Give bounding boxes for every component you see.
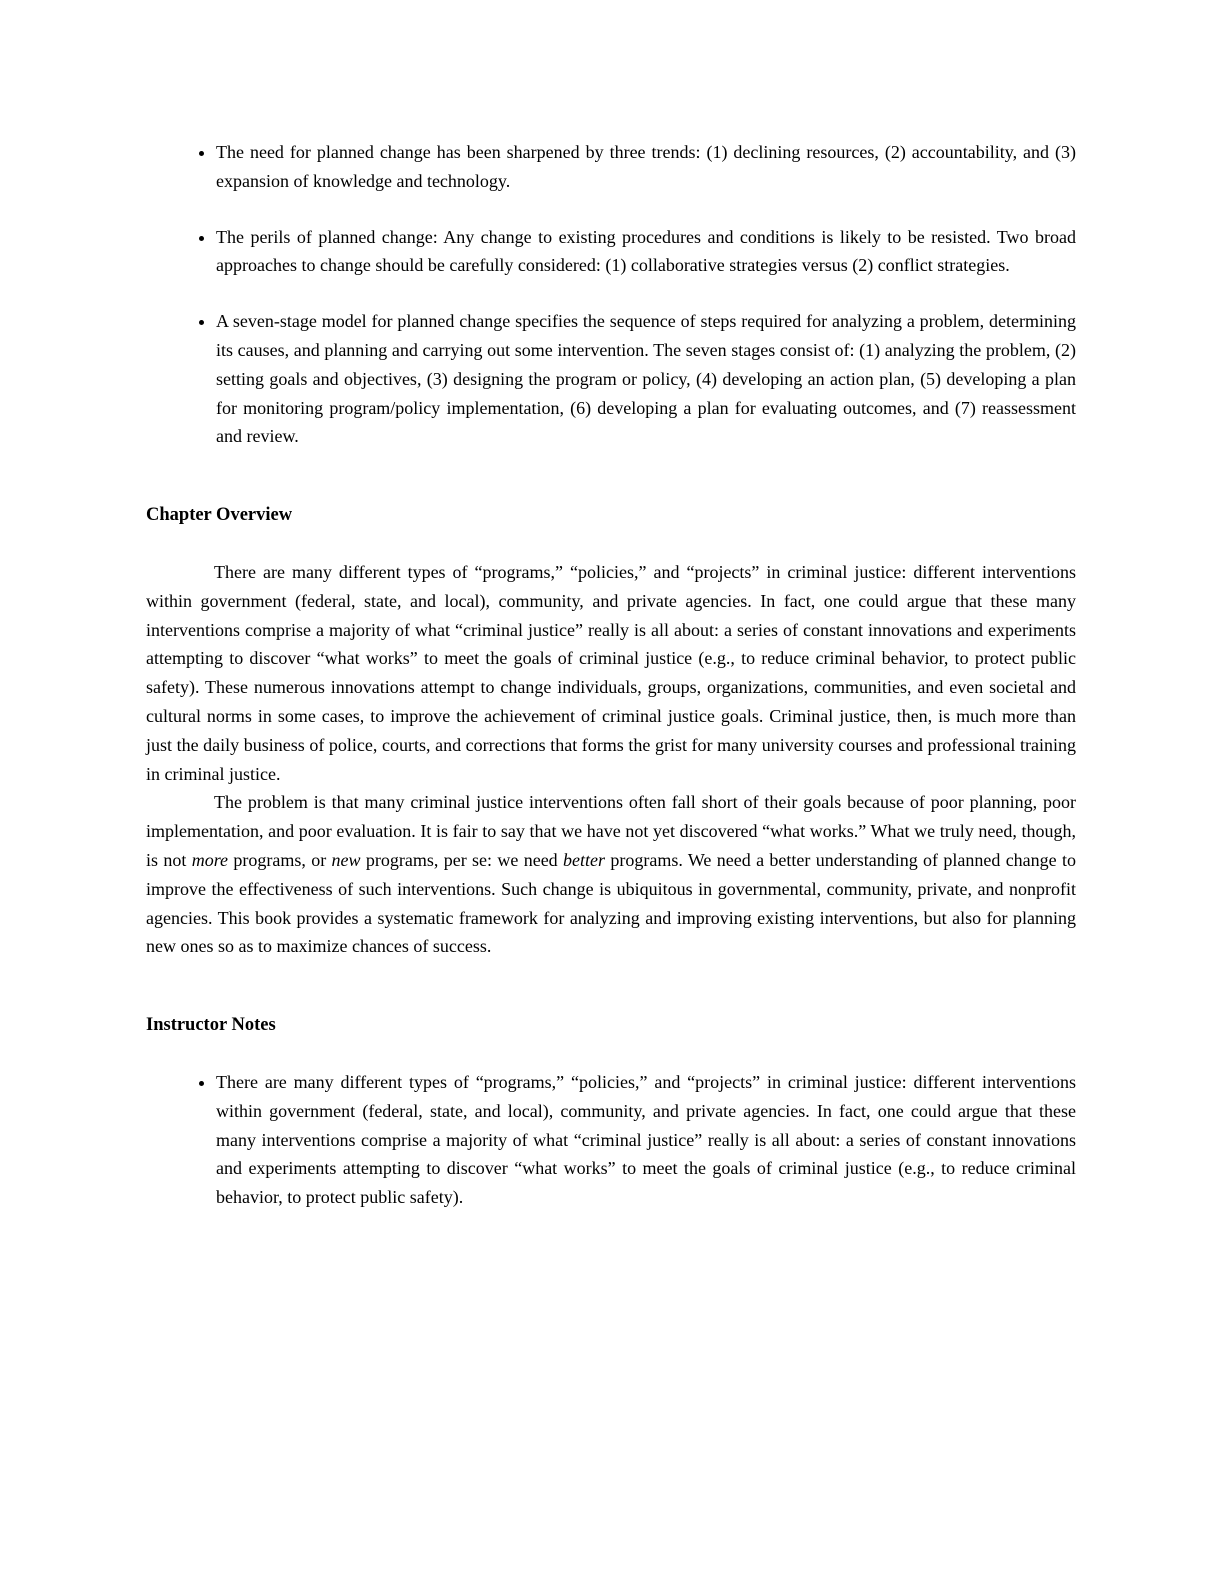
instructor-notes-bullet-item-1 xyxy=(216,1068,1076,1212)
summary-bullet-item-3 xyxy=(216,307,1076,451)
summary-bullet-list xyxy=(146,138,1076,451)
overview-paragraph-1: There are many different types of “programs,” “policies,” and “projects” in criminal justice: different interventions within government (federal, state, and local), community, and private agencies. In fact, one could argue that these many interventions comprise a majority of what “criminal justice” really is all about: a series of constant innovations and experiments attempting to discover “what works” to meet the goals of criminal justice (e.g., to reduce criminal behavior, to protect public safety). These numerous innovations attempt to change individuals, groups, organizations, communities, and even societal and cultural norms in some cases, to improve the achievement of criminal justice goals. Criminal justice, then, is much more than just the daily business of police, courts, and corrections that forms the grist for many university courses and professional training in criminal justice. xyxy=(146,561,1076,784)
paragraph-segment: The problem is that many criminal justice interventions often fall short of their goals because of poor planning, poor implementation, and poor evaluation. It is fair to say that we have not yet discovered “what works.” What we truly need, though, is not xyxy=(146,792,1076,870)
instructor-notes-heading: Instructor Notes xyxy=(146,1015,276,1036)
bullet-text: The need for planned change has been sharpened by three trends: (1) declining resources, (2) accountability, and (3) expansion of knowledge and technology. xyxy=(216,142,1076,191)
italic-word-more: more xyxy=(191,849,229,870)
instructor-notes-bullet-list xyxy=(146,1068,1076,1212)
summary-bullet-item-2 xyxy=(216,223,1076,281)
bullet-text: There are many different types of “programs,” “policies,” and “projects” in criminal justice: different interventions within government (federal, state, and local), community, and private agencies. In fact, one could argue that these many interventions comprise a majority of what “criminal justice” really is all about: a series of constant innovations and experiments attempting to discover “what works” to meet the goals of criminal justice (e.g., to reduce criminal behavior, to protect public safety). xyxy=(216,1071,1076,1208)
paragraph-segment: programs, per se: we need xyxy=(360,849,564,870)
italic-word-better: better xyxy=(563,849,606,870)
bullet-text: The perils of planned change: Any change to existing procedures and conditions is likely to be resisted. Two broad approaches to change should be carefully considered: (1) collaborative strategies versus (2) conflict strategies. xyxy=(216,226,1076,276)
overview-paragraph-2 xyxy=(146,788,1076,961)
paragraph-segment: programs. We need a better understanding of planned change to improve the effectiveness of such interventions. Such change is ubiquitous in governmental, community, private, and nonprofit agencies. This book provides a systematic framework for analyzing and improving existing interventions, but also for planning new ones so as to maximize chances of success. xyxy=(146,849,1077,957)
bullet-text: A seven-stage model for planned change specifies the sequence of steps required for analyzing a problem, determining its causes, and planning and carrying out some intervention. The seven stages consist of: (1) analyzing the problem, (2) setting goals and objectives, (3) designing the program or policy, (4) developing an action plan, (5) developing a plan for monitoring program/policy implementation, (6) developing a plan for evaluating outcomes, and (7) reassessment and review. xyxy=(216,311,1076,447)
italic-word-new: new xyxy=(331,849,361,870)
summary-bullet-item-1 xyxy=(216,138,1076,196)
chapter-overview-heading: Chapter Overview xyxy=(146,505,293,526)
paragraph-segment: programs, or xyxy=(228,849,332,870)
